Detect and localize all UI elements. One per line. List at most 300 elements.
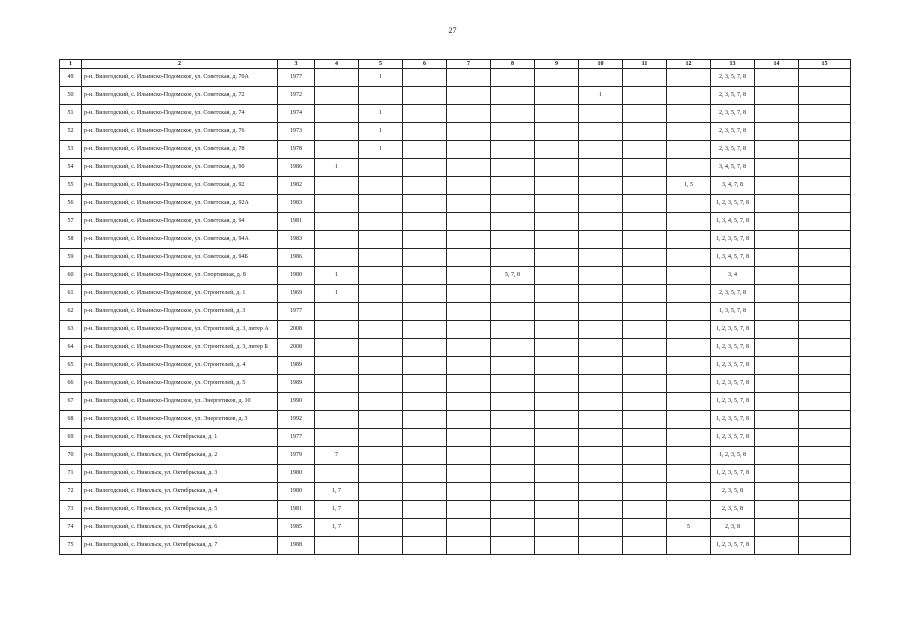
table-cell	[799, 159, 851, 177]
table-cell: 2, 3, 5, 7, 8	[711, 141, 755, 159]
table-cell: 58	[60, 231, 82, 249]
table-cell	[535, 87, 579, 105]
table-cell	[315, 357, 359, 375]
table-cell: 1980	[278, 483, 315, 501]
table-cell: 1981	[278, 501, 315, 519]
table-cell	[315, 231, 359, 249]
table-cell: 49	[60, 69, 82, 87]
table-cell	[359, 537, 403, 555]
table-cell	[667, 429, 711, 447]
table-cell	[403, 321, 447, 339]
table-cell	[579, 285, 623, 303]
table-cell	[799, 87, 851, 105]
table-cell	[447, 465, 491, 483]
table-cell	[799, 447, 851, 465]
table-cell	[403, 375, 447, 393]
table-cell: 1, 2, 3, 5, 7, 8	[711, 375, 755, 393]
address-cell: р-н. Вилегодский, с. Ильинско-Подомское, ул. Советская, д. 94	[82, 213, 278, 231]
table-cell	[491, 105, 535, 123]
table-cell	[579, 375, 623, 393]
table-cell	[579, 537, 623, 555]
table-cell	[447, 393, 491, 411]
table-cell	[491, 447, 535, 465]
table-cell	[755, 429, 799, 447]
table-cell: 50	[60, 87, 82, 105]
table-cell	[755, 483, 799, 501]
table-cell: 1973	[278, 123, 315, 141]
table-cell	[799, 285, 851, 303]
table-cell	[403, 339, 447, 357]
table-cell: 56	[60, 195, 82, 213]
table-cell	[799, 267, 851, 285]
table-cell: 1985	[278, 519, 315, 537]
table-cell	[535, 303, 579, 321]
table-cell	[359, 177, 403, 195]
table-cell	[799, 213, 851, 231]
table-cell	[667, 393, 711, 411]
table-cell	[579, 249, 623, 267]
address-cell: р-н. Вилегодский, с. Ильинско-Подомское, ул. Советская, д. 92	[82, 177, 278, 195]
table-cell: 69	[60, 429, 82, 447]
table-cell	[491, 69, 535, 87]
table-cell: 1, 3, 4, 5, 7, 8	[711, 249, 755, 267]
table-cell: 66	[60, 375, 82, 393]
table-cell	[755, 393, 799, 411]
table-cell	[623, 69, 667, 87]
table-cell	[447, 159, 491, 177]
table-cell	[535, 357, 579, 375]
table-cell	[447, 285, 491, 303]
table-cell	[623, 393, 667, 411]
table-cell	[447, 339, 491, 357]
table-cell	[403, 213, 447, 231]
table-cell	[359, 213, 403, 231]
address-cell: р-н. Вилегодский, с. Ильинско-Подомское, ул. Энергетиков, д. 3	[82, 411, 278, 429]
table-cell	[359, 483, 403, 501]
table-cell	[799, 465, 851, 483]
table-cell	[315, 303, 359, 321]
table-cell	[491, 285, 535, 303]
table-cell	[579, 465, 623, 483]
table-cell	[799, 231, 851, 249]
table-cell	[491, 213, 535, 231]
table-cell: 54	[60, 159, 82, 177]
table-cell: 2, 3, 5, 7, 8	[711, 105, 755, 123]
table-cell	[623, 141, 667, 159]
table-row	[60, 231, 851, 249]
table-body	[60, 69, 851, 555]
column-header: 14	[755, 60, 799, 69]
address-cell: р-н. Вилегодский, с. Никольск, ул. Октябрьская, д. 5	[82, 501, 278, 519]
table-cell: 1992	[278, 411, 315, 429]
table-cell	[579, 267, 623, 285]
table-cell: 1983	[278, 195, 315, 213]
table-cell	[579, 447, 623, 465]
table-cell	[403, 303, 447, 321]
table-cell: 1980	[278, 267, 315, 285]
table-cell	[359, 249, 403, 267]
table-cell	[359, 519, 403, 537]
address-cell: р-н. Вилегодский, с. Ильинско-Подомское, ул. Советская, д. 94Б	[82, 249, 278, 267]
table-cell	[315, 123, 359, 141]
table-cell	[315, 177, 359, 195]
table-cell: 1	[359, 69, 403, 87]
table-cell	[579, 393, 623, 411]
table-cell	[755, 519, 799, 537]
table-cell	[667, 285, 711, 303]
table-cell	[755, 501, 799, 519]
table-cell	[623, 195, 667, 213]
table-cell	[535, 141, 579, 159]
table-cell	[535, 537, 579, 555]
table-cell	[535, 519, 579, 537]
address-cell: р-н. Вилегодский, с. Никольск, ул. Октябрьская, д. 6	[82, 519, 278, 537]
table-cell: 52	[60, 123, 82, 141]
table-cell: 1977	[278, 429, 315, 447]
table-cell	[491, 411, 535, 429]
table-cell	[447, 213, 491, 231]
address-cell: р-н. Вилегодский, с. Ильинско-Подомское, ул. Строителей, д. 3, литер А	[82, 321, 278, 339]
table-row	[60, 447, 851, 465]
table-cell	[491, 141, 535, 159]
table-cell	[359, 159, 403, 177]
table-cell: 1	[359, 123, 403, 141]
column-header: 13	[711, 60, 755, 69]
table-cell: 1978	[278, 141, 315, 159]
table-cell: 1	[315, 285, 359, 303]
table-cell	[315, 87, 359, 105]
table-cell	[403, 267, 447, 285]
table-cell	[535, 375, 579, 393]
table-cell	[403, 105, 447, 123]
table-cell	[535, 501, 579, 519]
table-cell	[623, 123, 667, 141]
table-cell	[535, 231, 579, 249]
table-cell: 1	[359, 105, 403, 123]
table-cell	[403, 231, 447, 249]
table-cell	[403, 285, 447, 303]
table-cell	[447, 429, 491, 447]
table-cell: 1989	[278, 357, 315, 375]
table-row	[60, 141, 851, 159]
table-row	[60, 429, 851, 447]
table-cell: 1, 2, 3, 5, 7, 8	[711, 231, 755, 249]
table-cell: 1, 2, 3, 5, 7, 8	[711, 465, 755, 483]
address-cell: р-н. Вилегодский, с. Ильинско-Подомское, ул. Советская, д. 92А	[82, 195, 278, 213]
table-row	[60, 213, 851, 231]
column-header: 7	[447, 60, 491, 69]
table-cell	[579, 429, 623, 447]
table-cell	[315, 393, 359, 411]
table-cell	[755, 159, 799, 177]
table-cell	[447, 87, 491, 105]
table-cell	[491, 537, 535, 555]
table-cell: 65	[60, 357, 82, 375]
table-cell	[755, 321, 799, 339]
table-cell	[799, 501, 851, 519]
table-cell	[579, 159, 623, 177]
table-cell: 1, 2, 3, 5, 7, 8	[711, 195, 755, 213]
table-cell	[359, 411, 403, 429]
table-cell: 1990	[278, 393, 315, 411]
table-cell	[667, 501, 711, 519]
table-cell: 71	[60, 465, 82, 483]
table-cell	[535, 429, 579, 447]
table-cell	[535, 69, 579, 87]
table-row	[60, 357, 851, 375]
table-cell	[491, 159, 535, 177]
table-cell	[623, 465, 667, 483]
table-cell	[667, 159, 711, 177]
table-cell: 1, 5	[667, 177, 711, 195]
table-cell	[535, 249, 579, 267]
address-cell: р-н. Вилегодский, с. Ильинско-Подомское, ул. Строителей, д. 1	[82, 285, 278, 303]
table-cell	[491, 393, 535, 411]
table-cell	[623, 537, 667, 555]
table-cell: 2, 3, 8	[711, 519, 755, 537]
table-cell	[535, 411, 579, 429]
table-cell	[535, 123, 579, 141]
table-cell	[359, 321, 403, 339]
table-row	[60, 195, 851, 213]
table-cell	[755, 447, 799, 465]
table-cell: 2, 3, 5, 7, 8	[711, 123, 755, 141]
table-cell	[359, 267, 403, 285]
table-cell: 1, 7	[315, 483, 359, 501]
column-header: 10	[579, 60, 623, 69]
table-cell	[623, 267, 667, 285]
table-cell	[755, 285, 799, 303]
table-row	[60, 483, 851, 501]
table-cell: 75	[60, 537, 82, 555]
table-cell	[359, 87, 403, 105]
table-cell: 3, 4, 5, 7, 8	[711, 159, 755, 177]
table-cell: 1, 3, 5, 7, 8	[711, 303, 755, 321]
table-cell	[623, 213, 667, 231]
table-row	[60, 69, 851, 87]
table-cell	[535, 267, 579, 285]
table-header-row	[60, 60, 851, 69]
table-cell	[623, 429, 667, 447]
table-cell	[447, 177, 491, 195]
table-cell	[359, 393, 403, 411]
table-cell	[535, 465, 579, 483]
table-cell	[447, 537, 491, 555]
table-cell: 3, 4, 7, 8	[711, 177, 755, 195]
table-cell	[491, 249, 535, 267]
table-cell: 1, 2, 3, 5, 7, 8	[711, 321, 755, 339]
table-cell	[667, 123, 711, 141]
table-cell	[579, 339, 623, 357]
column-header: 1	[60, 60, 82, 69]
table-cell	[667, 249, 711, 267]
table-cell: 68	[60, 411, 82, 429]
table-cell	[403, 519, 447, 537]
table-cell	[667, 411, 711, 429]
table-cell	[403, 465, 447, 483]
table-cell	[755, 303, 799, 321]
address-cell: р-н. Вилегодский, с. Никольск, ул. Октябрьская, д. 2	[82, 447, 278, 465]
table-cell	[403, 429, 447, 447]
table-cell	[623, 519, 667, 537]
table-cell	[315, 537, 359, 555]
table-cell	[491, 87, 535, 105]
table-cell	[359, 501, 403, 519]
table-cell: 1977	[278, 303, 315, 321]
table-row	[60, 267, 851, 285]
table-cell	[623, 411, 667, 429]
table-cell	[623, 159, 667, 177]
table-cell: 1	[315, 159, 359, 177]
address-cell: р-н. Вилегодский, с. Ильинско-Подомское, ул. Советская, д. 90	[82, 159, 278, 177]
table-cell: 1983	[278, 231, 315, 249]
table-cell	[359, 339, 403, 357]
table-cell: 1982	[278, 177, 315, 195]
table-cell: 2, 3, 5, 7, 8	[711, 285, 755, 303]
table-cell	[359, 465, 403, 483]
table-cell	[579, 123, 623, 141]
address-cell: р-н. Вилегодский, с. Ильинско-Подомское, ул. Строителей, д. 5	[82, 375, 278, 393]
table-cell	[491, 231, 535, 249]
table-cell	[535, 159, 579, 177]
table-row	[60, 321, 851, 339]
table-cell	[447, 375, 491, 393]
table-cell	[315, 375, 359, 393]
table-cell	[535, 447, 579, 465]
table-cell	[359, 447, 403, 465]
table-cell: 60	[60, 267, 82, 285]
table-cell	[579, 501, 623, 519]
table-cell	[799, 483, 851, 501]
table-cell	[623, 483, 667, 501]
column-header: 3	[278, 60, 315, 69]
table-cell	[315, 213, 359, 231]
table-cell	[799, 123, 851, 141]
table-cell	[667, 375, 711, 393]
table-cell	[667, 357, 711, 375]
table-cell	[755, 537, 799, 555]
table-cell	[491, 357, 535, 375]
table-cell	[535, 483, 579, 501]
table-cell	[799, 69, 851, 87]
table-cell	[403, 249, 447, 267]
table-cell	[755, 177, 799, 195]
table-row	[60, 87, 851, 105]
table-cell	[315, 69, 359, 87]
table-cell	[667, 303, 711, 321]
table-cell	[491, 177, 535, 195]
table-cell	[447, 411, 491, 429]
address-cell: р-н. Вилегодский, с. Никольск, ул. Октябрьская, д. 3	[82, 465, 278, 483]
table-cell	[447, 69, 491, 87]
table-cell	[667, 141, 711, 159]
table-cell	[403, 393, 447, 411]
table-cell	[579, 411, 623, 429]
address-cell: р-н. Вилегодский, с. Ильинско-Подомское, ул. Строителей, д. 3	[82, 303, 278, 321]
table-cell	[315, 141, 359, 159]
table-cell	[403, 447, 447, 465]
table-cell: 2008	[278, 339, 315, 357]
column-header: 15	[799, 60, 851, 69]
table-cell: 3, 4	[711, 267, 755, 285]
table-cell: 1, 2, 3, 5, 7, 8	[711, 411, 755, 429]
table-cell	[403, 87, 447, 105]
table-cell: 53	[60, 141, 82, 159]
table-cell	[359, 231, 403, 249]
table-cell: 70	[60, 447, 82, 465]
table-cell	[667, 483, 711, 501]
table-cell	[491, 501, 535, 519]
table-row	[60, 519, 851, 537]
table-cell	[623, 249, 667, 267]
table-cell	[755, 357, 799, 375]
table-cell	[315, 411, 359, 429]
table-cell	[491, 519, 535, 537]
table-cell	[403, 69, 447, 87]
table-cell	[447, 123, 491, 141]
table-cell: 1989	[278, 375, 315, 393]
column-header: 4	[315, 60, 359, 69]
table-cell	[579, 519, 623, 537]
table-cell	[755, 231, 799, 249]
table-cell	[623, 303, 667, 321]
table-cell: 73	[60, 501, 82, 519]
table-cell: 67	[60, 393, 82, 411]
table-cell	[403, 357, 447, 375]
table-cell	[755, 465, 799, 483]
table-cell	[315, 105, 359, 123]
table-cell	[755, 213, 799, 231]
table-cell: 1, 2, 3, 5, 7, 8	[711, 357, 755, 375]
table-row	[60, 159, 851, 177]
table-cell: 1980	[278, 465, 315, 483]
table-cell	[623, 357, 667, 375]
table-cell	[623, 87, 667, 105]
table-cell	[579, 105, 623, 123]
table-cell	[799, 411, 851, 429]
table-row	[60, 339, 851, 357]
table-cell	[359, 375, 403, 393]
table-cell	[623, 231, 667, 249]
table-cell	[447, 267, 491, 285]
address-cell: р-н. Вилегодский, с. Ильинско-Подомское, ул. Энергетиков, д. 10	[82, 393, 278, 411]
table-cell	[315, 465, 359, 483]
table-cell	[755, 141, 799, 159]
address-cell: р-н. Вилегодский, с. Ильинско-Подомское, ул. Советская, д. 74	[82, 105, 278, 123]
table-cell	[799, 375, 851, 393]
table-cell: 1974	[278, 105, 315, 123]
table-cell	[799, 249, 851, 267]
table-cell	[799, 537, 851, 555]
table-cell	[491, 375, 535, 393]
table-row	[60, 537, 851, 555]
table-cell: 1986	[278, 249, 315, 267]
table-row	[60, 105, 851, 123]
address-cell: р-н. Вилегодский, с. Ильинско-Подомское, ул. Советская, д. 94А	[82, 231, 278, 249]
table-cell	[667, 537, 711, 555]
table-cell	[403, 159, 447, 177]
table-cell	[535, 339, 579, 357]
table-cell: 2, 3, 5, 8	[711, 483, 755, 501]
address-cell: р-н. Вилегодский, с. Никольск, ул. Октябрьская, д. 7	[82, 537, 278, 555]
table-cell	[623, 501, 667, 519]
table-row	[60, 123, 851, 141]
table-cell	[447, 105, 491, 123]
data-table	[59, 59, 851, 555]
table-cell	[667, 321, 711, 339]
table-cell: 1	[579, 87, 623, 105]
table-cell: 1, 2, 3, 5, 8	[711, 447, 755, 465]
